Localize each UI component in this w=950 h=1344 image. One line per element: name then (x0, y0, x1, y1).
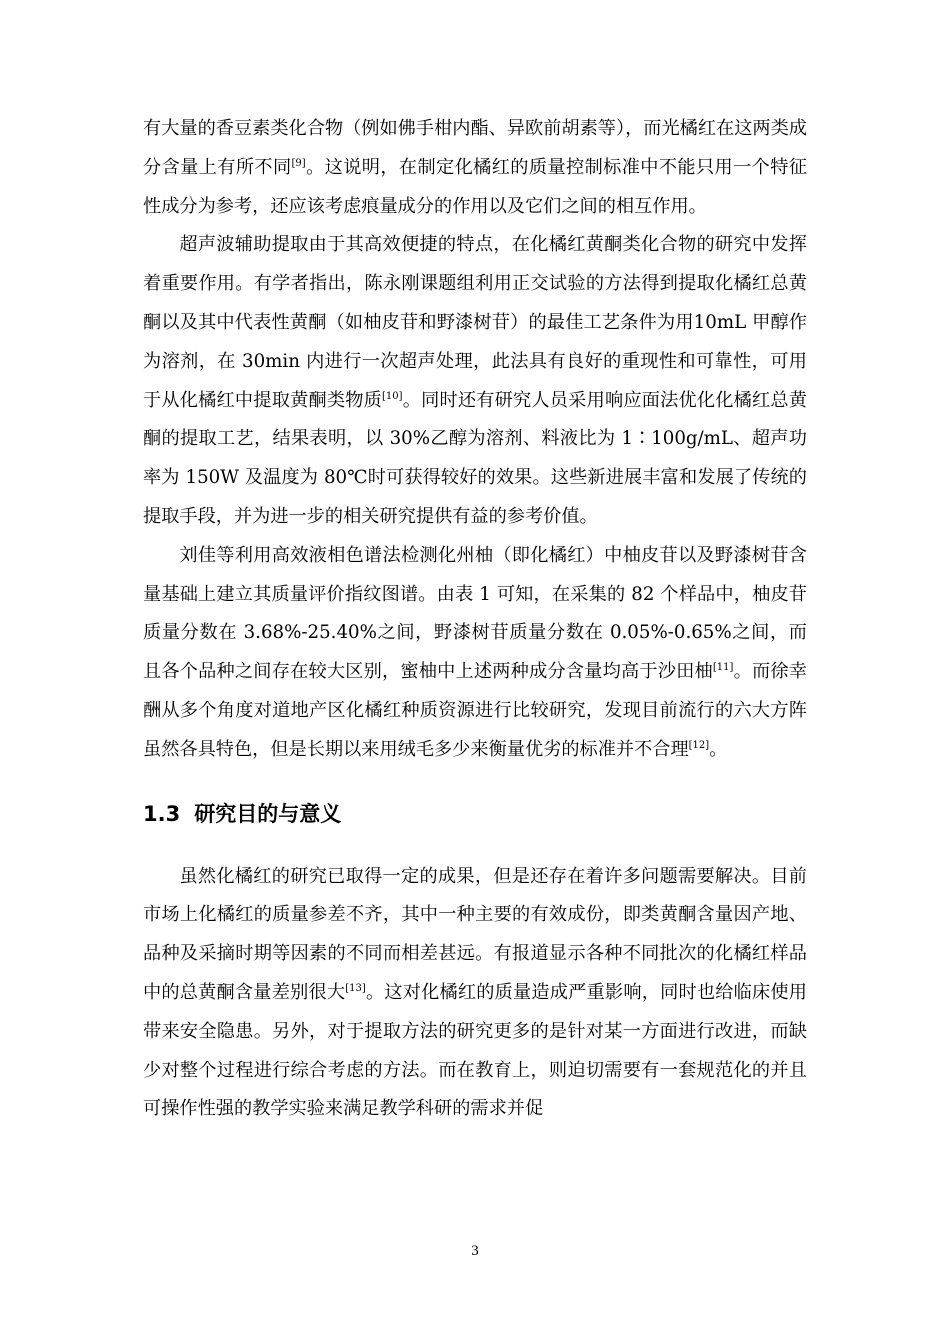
citation-marker: [12] (688, 739, 710, 751)
paragraph-text: 刘佳等利用高效液相色谱法检测化州柚（即化橘红）中柚皮苷以及野漆树苷含量基础上建立其质量评价指纹图谱。由表 1 可知，在采集的 82 个样品中，柚皮苷质量分数在 3.68%-25.40%之间，野漆树苷质量分数在 0.05%-0.65%之间，而且各个品种之间存在较大区别，蜜柚中上述两种成分含量均高于沙田柚 (143, 544, 807, 683)
section-heading (143, 797, 807, 831)
citation-marker: [13] (345, 982, 366, 994)
paragraph-text: 。这对化橘红的质量造成严重影响，同时也给临床使用带来安全隐患。另外，对于提取方法的研究更多的是针对某一方面进行改进，而缺少对整个过程进行综合考虑的方法。而在教育上，则迫切需要有一套规范化的并且可操作性强的教学实验来满足教学科研的需求并促 (143, 981, 807, 1120)
paragraph-text: 虽然化橘红的研究已取得一定的成果，但是还存在着许多问题需要解决。目前市场上化橘红的质量参差不齐，其中一种主要的有效成份，即类黄酮含量因产地、品种及采摘时期等因素的不同而相差甚远。有报道显示各种不同批次的化橘红样品中的总黄酮含量差别很大 (143, 865, 807, 1003)
page-number: 3 (471, 1243, 479, 1259)
section-number: 1.3 (143, 801, 181, 826)
paragraph-text: 超声波辅助提取由于其高效便捷的特点，在化橘红黄酮类化合物的研究中发挥着重要作用。有学者指出，陈永刚课题组利用正交试验的方法得到提取化橘红总黄酮以及其中代表性黄酮（如柚皮苷和野漆树苷）的最佳工艺条件为用10mL 甲醇作为溶剂，在 30min 内进行一次超声处理，此法具有良好的重现性和可靠性，可用于从化橘红中提取黄酮类物质 (143, 234, 807, 411)
paragraphs-after-heading (143, 858, 807, 1130)
body-content (143, 110, 807, 1129)
paragraph-text: 。而徐幸酬从多个角度对道地产区化橘红种质资源进行比较研究，发现目前流行的六大方阵虽然各具特色，但是长期以来用绒毛多少来衡量优劣的标准并不合理 (143, 661, 807, 760)
paragraph (143, 226, 807, 536)
citation-marker: [10] (382, 390, 403, 402)
paragraph-text: 。同时还有研究人员采用响应面法优化化橘红总黄酮的提取工艺，结果表明，以 30%乙醇为溶剂、料液比为 1∶100g/mL、超声功率为 150W 及温度为 80℃时可获得较好的效果。这些新进展丰富和发展了传统的提取手段，并为进一步的相关研究提供有益的参考价值。 (143, 389, 807, 527)
citation-marker: [11] (712, 662, 734, 674)
paragraph-text: 有大量的香豆素类化合物（例如佛手柑内酯、异欧前胡素等），而光橘红在这两类成分含量上有所不同 (143, 118, 807, 178)
section-title: 研究目的与意义 (194, 801, 342, 826)
paragraph (143, 537, 807, 770)
paragraph-text: 。 (709, 738, 728, 760)
paragraph (143, 110, 807, 226)
paragraphs-before-heading (143, 110, 807, 770)
paragraph-text: 。这说明，在制定化橘红的质量控制标准中不能只用一个特征性成分为参考，还应该考虑痕量成分的作用以及它们之间的相互作用。 (143, 156, 807, 217)
citation-marker: [9] (291, 157, 306, 169)
paragraph (143, 858, 807, 1130)
